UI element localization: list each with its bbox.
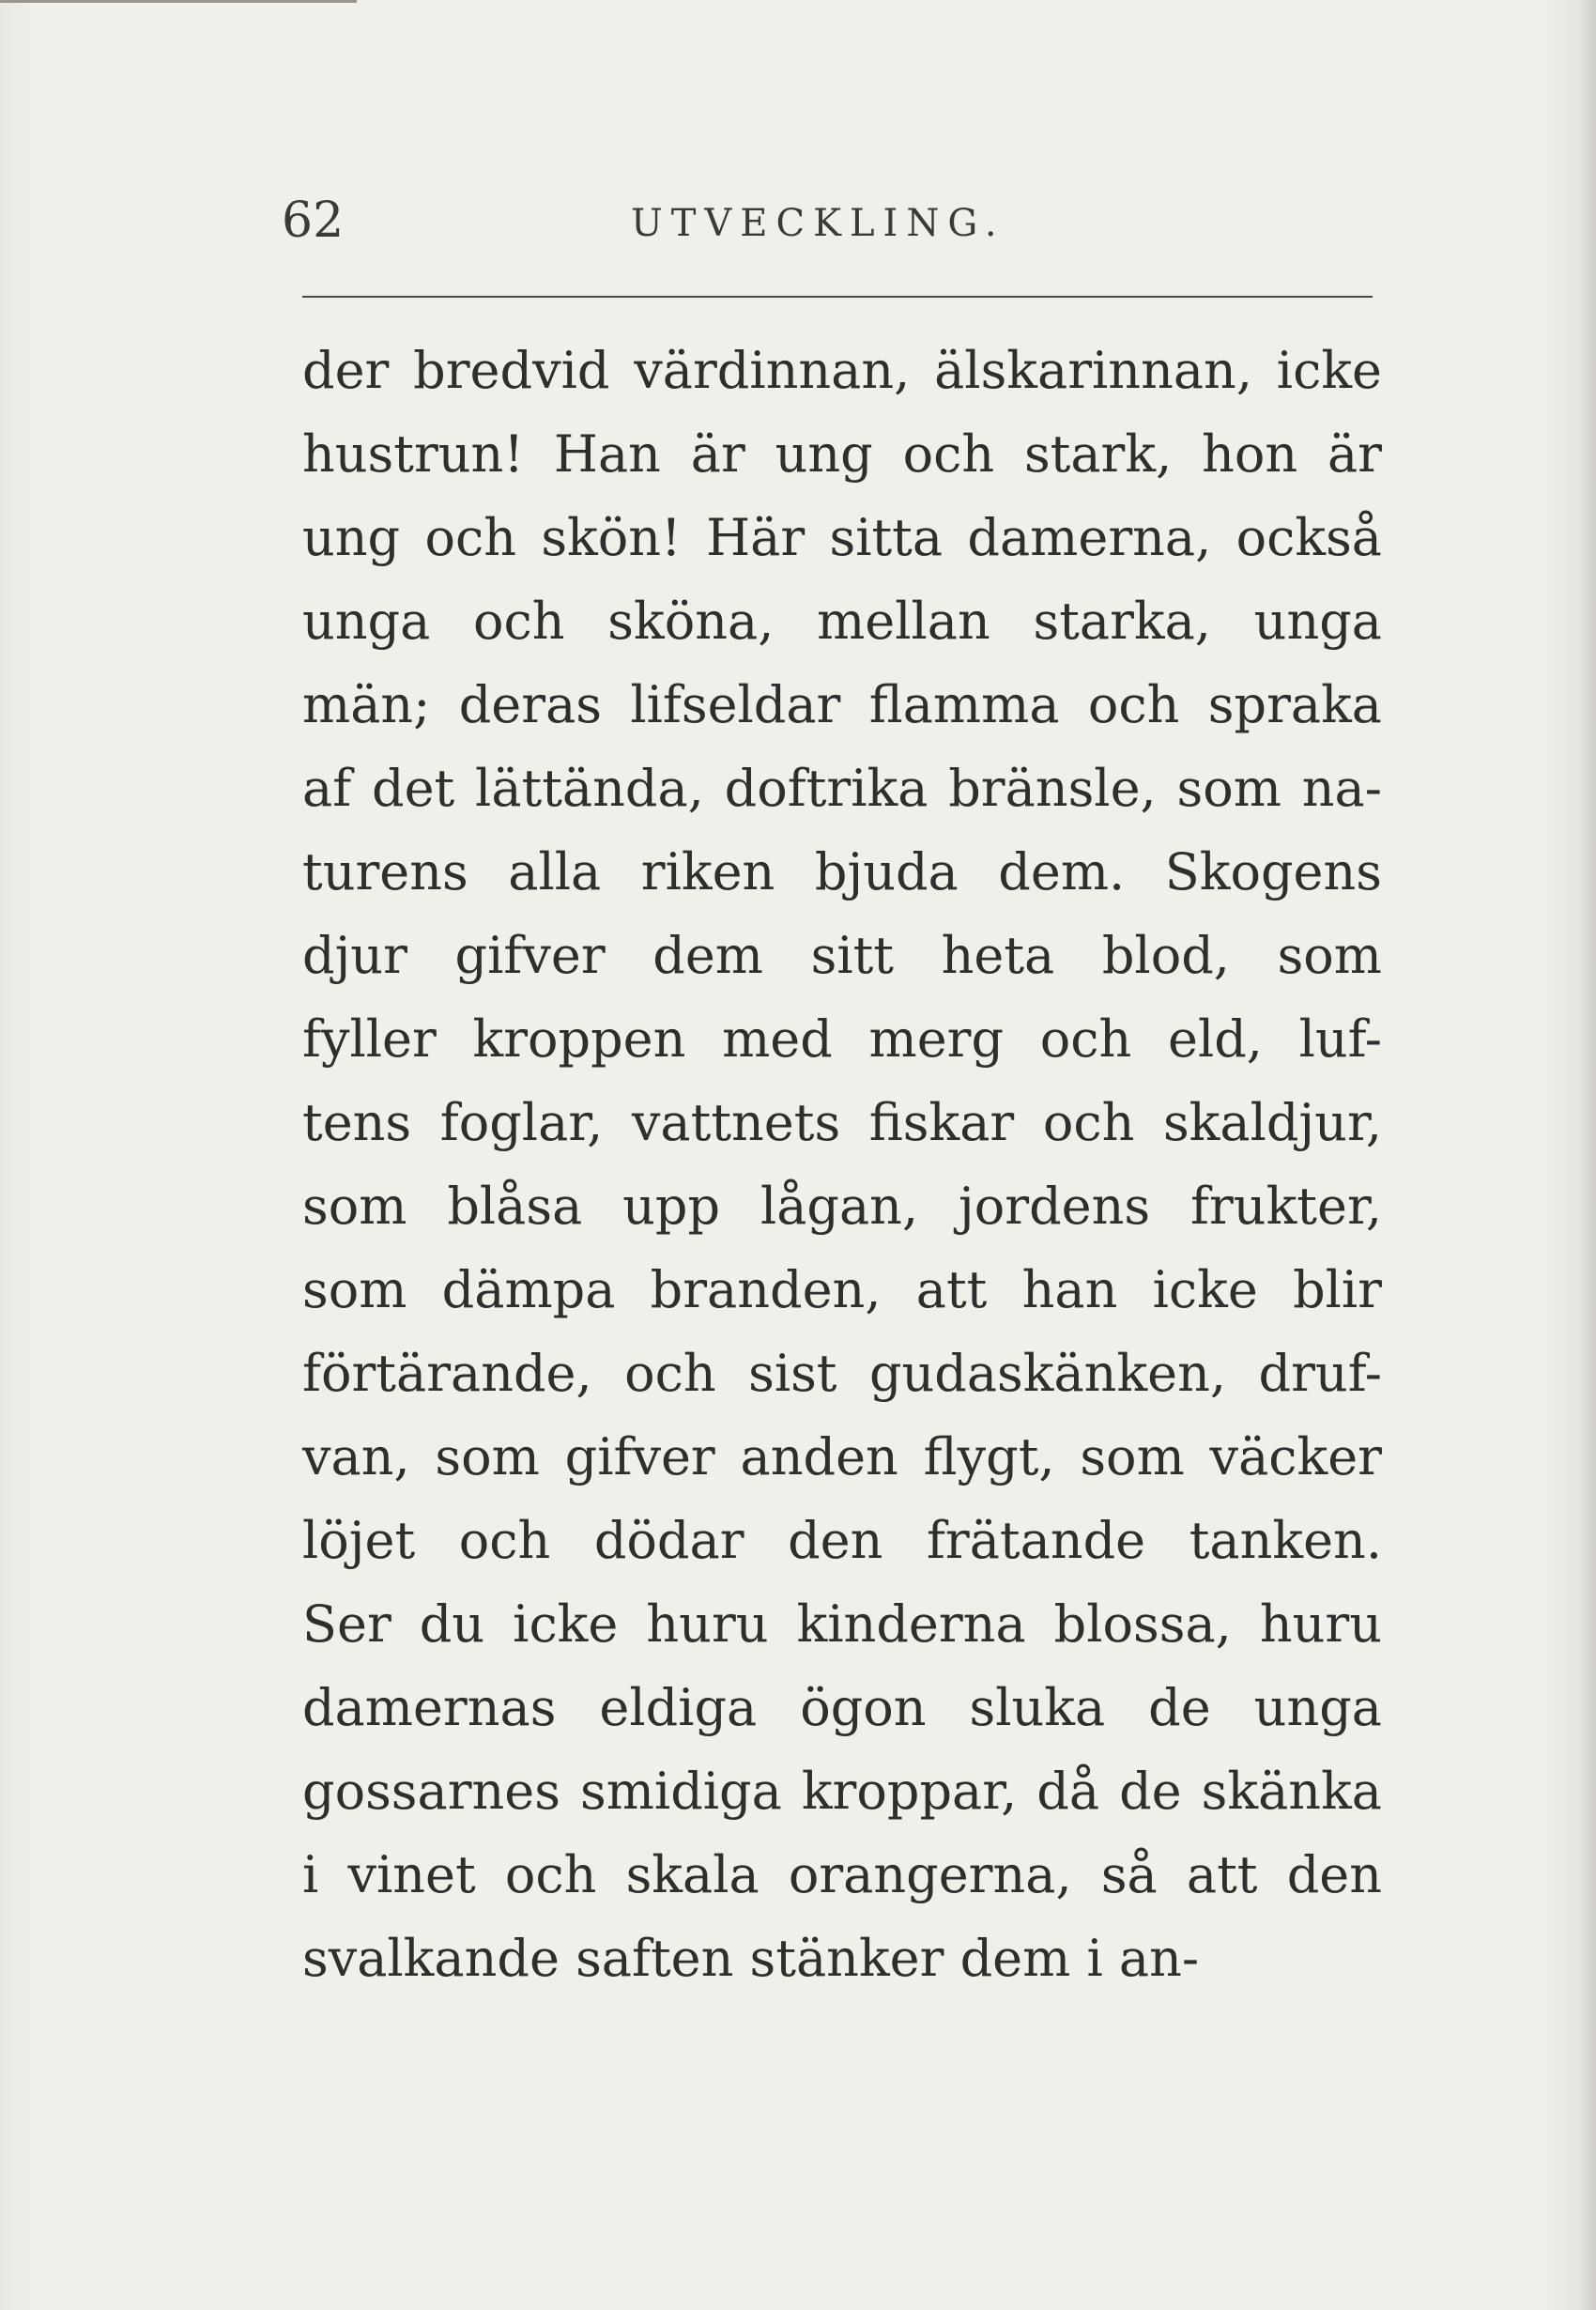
text-line: fyller kroppen med merg och eld, luf-: [302, 1009, 1382, 1069]
text-line: ung och skön! Här sitta damerna, också: [302, 508, 1382, 567]
text-line: som blåsa upp lågan, jordens frukter,: [302, 1177, 1382, 1236]
text-line: damernas eldiga ögon sluka de unga: [302, 1678, 1382, 1737]
text-line: gossarnes smidiga kroppar, då de skänka: [302, 1762, 1382, 1821]
text-line: som dämpa branden, att han icke blir: [302, 1260, 1382, 1319]
text-line: af det lättända, doftrika bränsle, som na-: [302, 759, 1382, 818]
text-line: tens foglar, vattnets fiskar och skaldjur,: [302, 1093, 1382, 1152]
text-line: djur gifver dem sitt heta blod, som: [302, 926, 1382, 985]
text-line: hustrun! Han är ung och stark, hon är: [302, 424, 1382, 484]
page-binding-shadow: [1579, 0, 1596, 2310]
page-header: [282, 192, 1380, 258]
header-rule: [302, 296, 1373, 298]
page-number: 62: [282, 192, 345, 249]
text-line: svalkande saften stänker dem i an-: [302, 1929, 1200, 1988]
text-line: i vinet och skala orangerna, så att den: [302, 1845, 1382, 1904]
page-edge-mark: [0, 0, 357, 3]
text-line: män; deras lifseldar flamma och spraka: [302, 675, 1382, 734]
text-line: löjet och dödar den frätande tanken.: [302, 1511, 1382, 1570]
text-line: unga och sköna, mellan starka, unga: [302, 592, 1382, 651]
text-line: van, som gifver anden flygt, som väcker: [302, 1427, 1382, 1486]
body-text: [302, 329, 1382, 2000]
text-line: Ser du icke huru kinderna blossa, huru: [302, 1594, 1382, 1654]
text-line: förtärande, och sist gudaskänken, druf-: [302, 1344, 1382, 1403]
running-title: UTVECKLING.: [631, 202, 1005, 245]
text-line: turens alla riken bjuda dem. Skogens: [302, 842, 1382, 901]
text-line: der bredvid värdinnan, älskarinnan, icke: [302, 341, 1382, 400]
